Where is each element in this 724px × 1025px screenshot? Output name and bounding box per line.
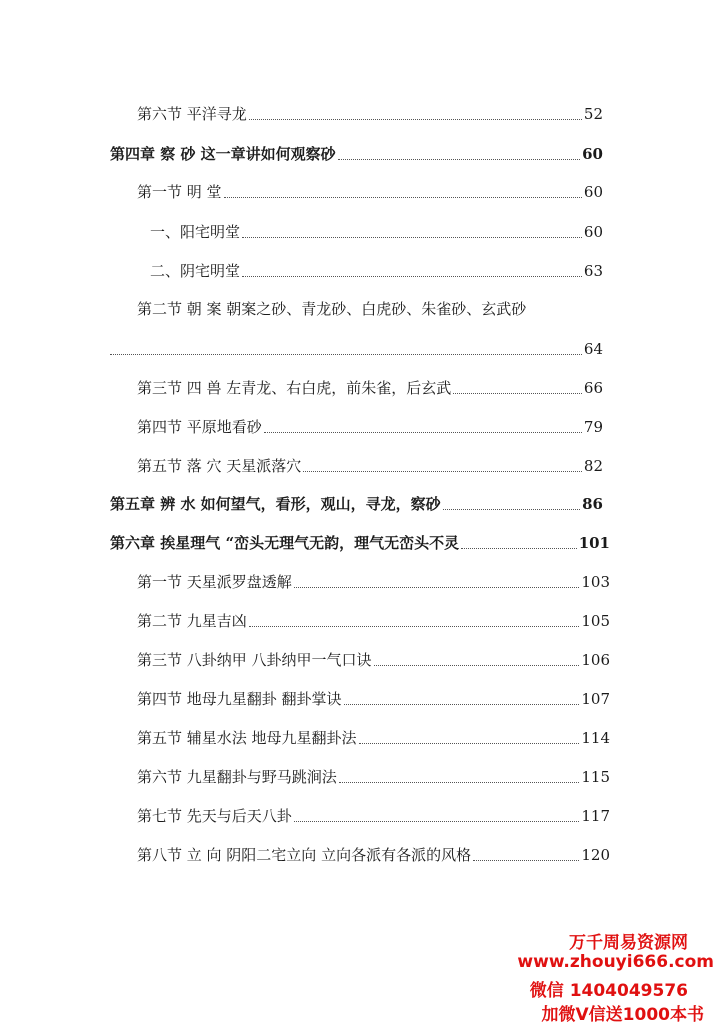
toc-entry-page: 107 (581, 690, 610, 708)
toc-entry-title: 第四章 察 砂 这一章讲如何观察砂 (110, 145, 336, 163)
toc-subentry (150, 261, 603, 281)
toc-entry (137, 378, 603, 398)
toc-chapter (110, 144, 603, 164)
toc-entry-page: 79 (583, 418, 603, 436)
watermark-wechat: 微信 1404049576 (529, 981, 688, 1001)
dot-leader (303, 471, 582, 472)
toc-entry-page: 60 (582, 145, 603, 163)
toc-entry-title: 第五节 落 穴 天星派落穴 (137, 457, 302, 475)
toc-entry-title: 第一节 天星派罗盘透解 (137, 573, 292, 591)
dot-leader (338, 159, 580, 160)
toc-entry-page: 120 (581, 846, 610, 864)
dot-leader (339, 782, 580, 783)
toc-entry (137, 806, 610, 826)
toc-entry-title: 第四节 平原地看砂 (137, 418, 262, 436)
dot-leader (473, 860, 579, 861)
toc-entry (137, 689, 610, 709)
dot-leader (443, 509, 580, 510)
toc-entry-page: 52 (583, 105, 603, 123)
toc-entry-page: 114 (581, 729, 610, 747)
toc-entry-title: 第六节 九星翻卦与野马跳涧法 (137, 768, 337, 786)
dot-leader (359, 743, 580, 744)
toc-entry-title: 第四节 地母九星翻卦 翻卦掌诀 (137, 690, 342, 708)
toc-entry-page: 86 (582, 495, 603, 513)
toc-entry-page: 82 (583, 457, 603, 475)
toc-entry (137, 845, 610, 865)
toc-entry-title: 第一节 明 堂 (137, 183, 222, 201)
toc-entry-page: 105 (581, 612, 610, 630)
dot-leader (224, 197, 582, 198)
toc-entry-title: 第二节 九星吉凶 (137, 612, 247, 630)
toc-entry-title: 第三节 八卦纳甲 八卦纳甲一气口诀 (137, 651, 372, 669)
dot-leader (242, 237, 582, 238)
dot-leader (249, 626, 580, 627)
toc-entry (137, 650, 610, 670)
toc-chapter (110, 533, 610, 553)
dot-leader (294, 587, 580, 588)
toc-entry (137, 611, 610, 631)
toc-entry-title: 第六节 平洋寻龙 (137, 105, 247, 123)
toc-entry-title: 第六章 挨星理气 “峦头无理气无韵，理气无峦头不灵 (110, 534, 460, 552)
toc-entry-title: 第二节 朝 案 朝案之砂、青龙砂、白虎砂、朱雀砂、玄武砂 (137, 300, 527, 318)
toc-subentry (150, 222, 603, 242)
dot-leader (344, 704, 580, 705)
dot-leader (264, 432, 582, 433)
toc-entry (137, 456, 603, 476)
toc-entry-page: 115 (581, 768, 610, 786)
toc-entry-page: 60 (583, 183, 603, 201)
toc-entry-title: 第三节 四 兽 左青龙、右白虎，前朱雀，后玄武 (137, 379, 452, 397)
watermark-url: www.zhouyi666.com (517, 952, 714, 972)
toc-entry-title: 第五章 辨 水 如何望气，看形，观山，寻龙，察砂 (110, 495, 441, 513)
toc-entry-title: 一、阳宅明堂 (150, 223, 241, 241)
toc-entry-title: 第七节 先天与后天八卦 (137, 807, 292, 825)
toc-entry-page: 101 (578, 534, 610, 552)
toc-entry (137, 417, 603, 437)
toc-chapter (110, 494, 603, 514)
toc-entry-page: 60 (583, 223, 603, 241)
toc-entry (137, 104, 603, 124)
watermark-site-name: 万千周易资源网 (569, 933, 688, 953)
toc-entry-title: 第五节 辅星水法 地母九星翻卦法 (137, 729, 357, 747)
toc-entry-page: 106 (581, 651, 610, 669)
dot-leader (294, 821, 580, 822)
dot-leader (453, 393, 582, 394)
toc-entry-title: 二、阴宅明堂 (150, 262, 241, 280)
toc-entry (110, 339, 603, 359)
dot-leader (461, 548, 577, 549)
dot-leader (249, 119, 582, 120)
toc-entry-page: 63 (583, 262, 603, 280)
toc-entry (137, 182, 603, 202)
toc-entry-page: 117 (581, 807, 610, 825)
watermark-promo: 加微V信送1000本书 (541, 1005, 704, 1025)
toc-entry (137, 728, 610, 748)
toc-entry (137, 572, 610, 592)
toc-entry-page: 64 (583, 340, 603, 358)
toc-entry-page: 103 (581, 573, 610, 591)
toc-entry-page: 66 (583, 379, 603, 397)
toc-entry (137, 767, 610, 787)
dot-leader (110, 354, 582, 355)
dot-leader (374, 665, 580, 666)
dot-leader (242, 276, 582, 277)
toc-entry-title: 第八节 立 向 阴阳二宅立向 立向各派有各派的风格 (137, 846, 472, 864)
